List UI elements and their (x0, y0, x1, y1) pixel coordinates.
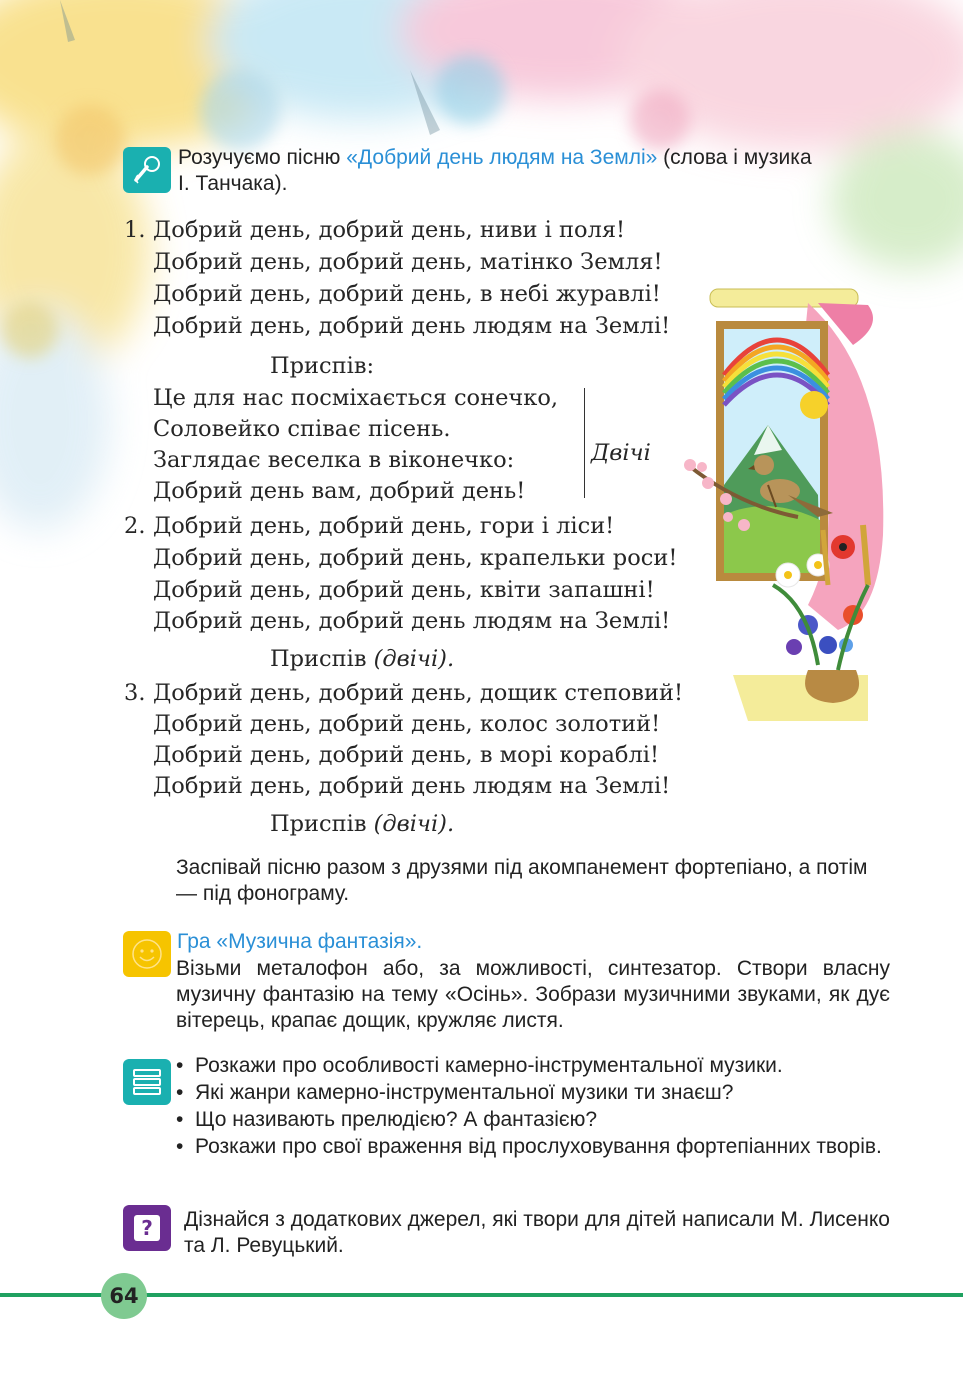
bullet: • (176, 1108, 184, 1131)
books-icon (123, 1059, 171, 1105)
refrain-twice (270, 811, 454, 837)
research-text: Дізнайся з додаткових джерел, які твори для дітей написали М. Лисенко та Л. Ревуцький. (184, 1208, 890, 1257)
question-text: Розкажи про свої враження від прослуховування фортепіанних творів. (195, 1135, 882, 1158)
intro-suffix: (слова і музика (657, 146, 812, 169)
bullet: • (176, 1054, 184, 1077)
refrain-twice-note: (двічі). (373, 646, 455, 672)
verse1-number: 1. (124, 217, 146, 243)
game-text: Візьми металофон або, за можливості, синтезатор. Створи власну музичну фантазію на тему «Осінь». Зобрази музичними звуками, як дує вітерець, крапає дощик, кружляє листя. (176, 957, 890, 1032)
verse2-line: Добрий день, добрий день, крапельки роси! (153, 545, 678, 571)
verse2-line: Добрий день, добрий день, гори і ліси! (153, 513, 615, 539)
verse3-line: Добрий день, добрий день, в морі кораблі! (153, 742, 659, 768)
page-number: 64 (109, 1284, 139, 1308)
question-item (176, 1134, 890, 1160)
page-number-badge (101, 1273, 147, 1319)
question-mark-glyph: ? (134, 1215, 160, 1241)
refrain-twice (270, 646, 454, 672)
chorus-line: Це для нас посміхається сонечко, (153, 385, 559, 411)
bullet: • (176, 1081, 184, 1104)
question-item (176, 1053, 890, 1079)
refrain-label: Приспів (270, 811, 367, 837)
refrain-label: Приспів (270, 646, 367, 672)
sing-task: Заспівай пісню разом з друзями під акомпанемент фортепіано, а потім — під фонограму. (176, 856, 868, 905)
smiley-icon (123, 931, 171, 977)
verse2-line: Добрий день, добрий день, квіти запашні! (153, 577, 655, 603)
question-text: Які жанри камерно-інструментальної музики ти знаєш? (195, 1081, 734, 1104)
refrain-twice-note: (двічі). (373, 811, 455, 837)
bullet: • (176, 1135, 184, 1158)
chorus-bracket-line (584, 388, 585, 498)
game-title: Гра «Музична фантазія». (177, 930, 423, 953)
verse3-number: 3. (124, 680, 146, 706)
chorus-line: Добрий день вам, добрий день! (153, 478, 526, 504)
chorus-label: Приспів: (270, 353, 375, 379)
intro-text (178, 145, 893, 197)
question-item (176, 1107, 890, 1133)
verse1-line: Добрий день, добрий день, в небі журавлі! (153, 281, 661, 307)
song-title: «Добрий день людям на Землі» (346, 146, 658, 169)
question-text: Розкажи про особливості камерно-інструментальної музики. (195, 1054, 783, 1077)
verse3-line: Добрий день, добрий день, колос золотий! (153, 711, 661, 737)
verse2-number: 2. (124, 513, 146, 539)
window-bird-flowers-illustration (668, 285, 898, 725)
chorus-line: Заглядає веселка в віконечко: (153, 447, 515, 473)
verse1-line: Добрий день, добрий день, матінко Земля! (153, 249, 663, 275)
intro-prefix: Розучуємо пісню (178, 146, 347, 169)
repeat-note: Двічі (591, 440, 651, 466)
question-icon (123, 1205, 171, 1251)
chorus-line: Соловейко співає пісень. (153, 416, 451, 442)
microphone-icon (123, 147, 171, 193)
question-item (176, 1080, 890, 1106)
verse3-line: Добрий день, добрий день, дощик степовий! (153, 680, 684, 706)
verse2-line: Добрий день, добрий день людям на Землі! (153, 608, 671, 634)
verse1-line: Добрий день, добрий день, ниви і поля! (153, 217, 626, 243)
question-text: Що називають прелюдією? А фантазією? (195, 1108, 598, 1131)
verse3-line: Добрий день, добрий день людям на Землі! (153, 773, 671, 799)
intro-line2: І. Танчака). (178, 172, 288, 195)
verse1-line: Добрий день, добрий день людям на Землі! (153, 313, 671, 339)
